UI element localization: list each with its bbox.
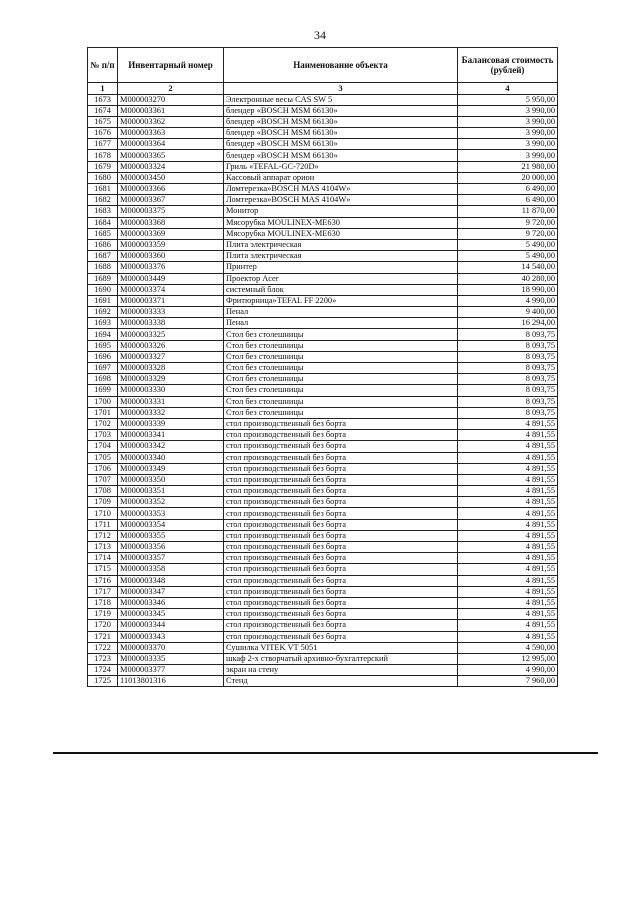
book-value-cell: 8 093,75 <box>458 374 558 385</box>
row-number-cell: 1717 <box>88 586 118 597</box>
book-value-cell: 8 093,75 <box>458 407 558 418</box>
book-value-cell: 5 950,00 <box>458 94 558 105</box>
table-row <box>88 217 558 228</box>
inventory-number-cell: M000003341 <box>118 430 224 441</box>
table-row <box>88 139 558 150</box>
table-row <box>88 441 558 452</box>
book-value-cell: 4 891,55 <box>458 575 558 586</box>
book-value-cell: 8 093,75 <box>458 363 558 374</box>
table-row <box>88 665 558 676</box>
table-row <box>88 206 558 217</box>
book-value-cell: 4 891,55 <box>458 519 558 530</box>
inventory-number-cell: M000003449 <box>118 273 224 284</box>
inventory-number-cell: M000003360 <box>118 251 224 262</box>
row-number-cell: 1720 <box>88 620 118 631</box>
book-value-cell: 20 000,00 <box>458 172 558 183</box>
book-value-cell: 4 891,55 <box>458 497 558 508</box>
table-row <box>88 284 558 295</box>
inventory-number-cell: M000003344 <box>118 620 224 631</box>
row-number-cell: 1692 <box>88 307 118 318</box>
inventory-number-cell: M000003349 <box>118 463 224 474</box>
inventory-number-cell: M000003366 <box>118 184 224 195</box>
row-number-cell: 1682 <box>88 195 118 206</box>
row-number-cell: 1685 <box>88 228 118 239</box>
object-name-cell: Пенал <box>224 318 458 329</box>
footer-divider <box>53 752 598 754</box>
inventory-number-cell: M000003354 <box>118 519 224 530</box>
inventory-number-cell: M000003362 <box>118 116 224 127</box>
book-value-cell: 18 990,00 <box>458 284 558 295</box>
book-value-cell: 8 093,75 <box>458 351 558 362</box>
row-number-cell: 1716 <box>88 575 118 586</box>
book-value-cell: 4 891,55 <box>458 508 558 519</box>
object-name-cell: Мясорубка MOULINEX-ME630 <box>224 228 458 239</box>
book-value-cell: 4 891,55 <box>458 441 558 452</box>
book-value-cell: 9 720,00 <box>458 228 558 239</box>
row-number-cell: 1681 <box>88 184 118 195</box>
row-number-cell: 1710 <box>88 508 118 519</box>
object-name-cell: стол производственный без борта <box>224 553 458 564</box>
row-number-cell: 1705 <box>88 452 118 463</box>
row-number-cell: 1684 <box>88 217 118 228</box>
inventory-number-cell: M000003327 <box>118 351 224 362</box>
book-value-cell: 11 870,00 <box>458 206 558 217</box>
object-name-cell: стол производственный без борта <box>224 519 458 530</box>
row-number-cell: 1673 <box>88 94 118 105</box>
inventory-number-cell: M000003370 <box>118 642 224 653</box>
inventory-number-cell: 11013801316 <box>118 676 224 687</box>
book-value-cell: 4 891,55 <box>458 430 558 441</box>
table-row <box>88 564 558 575</box>
header-object-name: Наименование объекта <box>224 48 458 83</box>
row-number-cell: 1677 <box>88 139 118 150</box>
object-name-cell: блендер «BOSCH MSM 66130» <box>224 150 458 161</box>
table-row <box>88 530 558 541</box>
row-number-cell: 1703 <box>88 430 118 441</box>
row-number-cell: 1697 <box>88 363 118 374</box>
row-number-cell: 1721 <box>88 631 118 642</box>
table-row <box>88 228 558 239</box>
inventory-number-cell: M000003355 <box>118 530 224 541</box>
book-value-cell: 6 490,00 <box>458 195 558 206</box>
object-name-cell: Кассовый аппарат орион <box>224 172 458 183</box>
object-name-cell: стол производственный без борта <box>224 542 458 553</box>
book-value-cell: 4 891,55 <box>458 542 558 553</box>
book-value-cell: 21 980,00 <box>458 161 558 172</box>
column-index: 1 <box>88 83 118 95</box>
inventory-number-cell: M000003357 <box>118 553 224 564</box>
object-name-cell: экран на стену <box>224 665 458 676</box>
table-row <box>88 519 558 530</box>
row-number-cell: 1713 <box>88 542 118 553</box>
inventory-number-cell: M000003324 <box>118 161 224 172</box>
object-name-cell: Стол без столешницы <box>224 351 458 362</box>
table-row <box>88 597 558 608</box>
table-row <box>88 542 558 553</box>
table-row <box>88 452 558 463</box>
book-value-cell: 4 891,55 <box>458 564 558 575</box>
inventory-number-cell: M000003350 <box>118 474 224 485</box>
book-value-cell: 8 093,75 <box>458 396 558 407</box>
row-number-cell: 1690 <box>88 284 118 295</box>
table-row <box>88 116 558 127</box>
row-number-cell: 1718 <box>88 597 118 608</box>
table-row <box>88 430 558 441</box>
object-name-cell: Стол без столешницы <box>224 396 458 407</box>
table-row <box>88 609 558 620</box>
book-value-cell: 8 093,75 <box>458 329 558 340</box>
row-number-cell: 1696 <box>88 351 118 362</box>
object-name-cell: стол производственный без борта <box>224 631 458 642</box>
book-value-cell: 4 891,55 <box>458 452 558 463</box>
object-name-cell: Стенд <box>224 676 458 687</box>
object-name-cell: Мясорубка MOULINEX-ME630 <box>224 217 458 228</box>
table-row <box>88 184 558 195</box>
table-body <box>88 94 558 687</box>
table-row <box>88 351 558 362</box>
inventory-number-cell: M000003325 <box>118 329 224 340</box>
book-value-cell: 4 990,00 <box>458 665 558 676</box>
book-value-cell: 3 990,00 <box>458 105 558 116</box>
object-name-cell: Стол без столешницы <box>224 385 458 396</box>
column-index: 2 <box>118 83 224 95</box>
row-number-cell: 1700 <box>88 396 118 407</box>
object-name-cell: стол производственный без борта <box>224 508 458 519</box>
table-row <box>88 586 558 597</box>
inventory-number-cell: M000003330 <box>118 385 224 396</box>
table-row <box>88 676 558 687</box>
object-name-cell: стол производственный без борта <box>224 564 458 575</box>
table-row <box>88 161 558 172</box>
object-name-cell: стол производственный без борта <box>224 418 458 429</box>
row-number-cell: 1707 <box>88 474 118 485</box>
row-number-cell: 1715 <box>88 564 118 575</box>
table-row <box>88 642 558 653</box>
table-row <box>88 486 558 497</box>
book-value-cell: 3 990,00 <box>458 150 558 161</box>
row-number-cell: 1699 <box>88 385 118 396</box>
row-number-cell: 1675 <box>88 116 118 127</box>
column-index: 4 <box>458 83 558 95</box>
book-value-cell: 9 720,00 <box>458 217 558 228</box>
table-row <box>88 385 558 396</box>
book-value-cell: 6 490,00 <box>458 184 558 195</box>
inventory-number-cell: M000003333 <box>118 307 224 318</box>
inventory-number-cell: M000003352 <box>118 497 224 508</box>
inventory-number-cell: M000003371 <box>118 295 224 306</box>
book-value-cell: 5 490,00 <box>458 251 558 262</box>
table-row <box>88 105 558 116</box>
object-name-cell: стол производственный без борта <box>224 486 458 497</box>
row-number-cell: 1694 <box>88 329 118 340</box>
book-value-cell: 4 990,00 <box>458 295 558 306</box>
table-row <box>88 195 558 206</box>
inventory-number-cell: M000003361 <box>118 105 224 116</box>
object-name-cell: Стол без столешницы <box>224 363 458 374</box>
object-name-cell: Сушилка VITEK VT 5051 <box>224 642 458 653</box>
book-value-cell: 8 093,75 <box>458 340 558 351</box>
book-value-cell: 4 891,55 <box>458 586 558 597</box>
inventory-number-cell: M000003450 <box>118 172 224 183</box>
book-value-cell: 3 990,00 <box>458 116 558 127</box>
header-inventory-number: Инвентарный номер <box>118 48 224 83</box>
object-name-cell: стол производственный без борта <box>224 530 458 541</box>
object-name-cell: системный блок <box>224 284 458 295</box>
object-name-cell: стол производственный без борта <box>224 441 458 452</box>
inventory-number-cell: M000003365 <box>118 150 224 161</box>
book-value-cell: 4 891,55 <box>458 553 558 564</box>
row-number-cell: 1722 <box>88 642 118 653</box>
inventory-number-cell: M000003351 <box>118 486 224 497</box>
inventory-number-cell: M000003340 <box>118 452 224 463</box>
row-number-cell: 1676 <box>88 128 118 139</box>
object-name-cell: блендер «BOSCH MSM 66130» <box>224 116 458 127</box>
table-row <box>88 396 558 407</box>
object-name-cell: стол производственный без борта <box>224 586 458 597</box>
table-row <box>88 273 558 284</box>
row-number-cell: 1674 <box>88 105 118 116</box>
row-number-cell: 1723 <box>88 653 118 664</box>
column-index: 3 <box>224 83 458 95</box>
table-row <box>88 407 558 418</box>
row-number-cell: 1712 <box>88 530 118 541</box>
inventory-number-cell: M000003376 <box>118 262 224 273</box>
book-value-cell: 4 891,55 <box>458 631 558 642</box>
object-name-cell: Ломтерезка»BOSCH MAS 4104W» <box>224 184 458 195</box>
inventory-number-cell: M000003368 <box>118 217 224 228</box>
table-row <box>88 295 558 306</box>
object-name-cell: Проектор Acer <box>224 273 458 284</box>
row-number-cell: 1693 <box>88 318 118 329</box>
object-name-cell: Стол без столешницы <box>224 407 458 418</box>
object-name-cell: блендер «BOSCH MSM 66130» <box>224 139 458 150</box>
table-row <box>88 553 558 564</box>
inventory-number-cell: M000003345 <box>118 609 224 620</box>
inventory-number-cell: M000003339 <box>118 418 224 429</box>
table-row <box>88 374 558 385</box>
object-name-cell: Стол без столешницы <box>224 340 458 351</box>
table-row <box>88 418 558 429</box>
inventory-number-cell: M000003358 <box>118 564 224 575</box>
inventory-number-cell: M000003329 <box>118 374 224 385</box>
row-number-cell: 1679 <box>88 161 118 172</box>
row-number-cell: 1691 <box>88 295 118 306</box>
inventory-number-cell: M000003374 <box>118 284 224 295</box>
inventory-number-cell: M000003348 <box>118 575 224 586</box>
object-name-cell: стол производственный без борта <box>224 609 458 620</box>
inventory-number-cell: M000003359 <box>118 239 224 250</box>
object-name-cell: стол производственный без борта <box>224 452 458 463</box>
book-value-cell: 4 891,55 <box>458 609 558 620</box>
object-name-cell: стол производственный без борта <box>224 597 458 608</box>
row-number-cell: 1704 <box>88 441 118 452</box>
book-value-cell: 4 891,55 <box>458 486 558 497</box>
row-number-cell: 1695 <box>88 340 118 351</box>
header-number: № п/п <box>88 48 118 83</box>
book-value-cell: 4 891,55 <box>458 463 558 474</box>
row-number-cell: 1678 <box>88 150 118 161</box>
book-value-cell: 7 960,00 <box>458 676 558 687</box>
inventory-number-cell: M000003363 <box>118 128 224 139</box>
table-row <box>88 653 558 664</box>
book-value-cell: 3 990,00 <box>458 128 558 139</box>
object-name-cell: стол производственный без борта <box>224 430 458 441</box>
book-value-cell: 16 294,00 <box>458 318 558 329</box>
inventory-number-cell: M000003270 <box>118 94 224 105</box>
object-name-cell: стол производственный без борта <box>224 620 458 631</box>
table-row <box>88 508 558 519</box>
table-row <box>88 262 558 273</box>
table-row <box>88 128 558 139</box>
row-number-cell: 1689 <box>88 273 118 284</box>
inventory-number-cell: M000003356 <box>118 542 224 553</box>
book-value-cell: 8 093,75 <box>458 385 558 396</box>
inventory-number-cell: M000003338 <box>118 318 224 329</box>
inventory-number-cell: M000003367 <box>118 195 224 206</box>
row-number-cell: 1701 <box>88 407 118 418</box>
table-row <box>88 631 558 642</box>
table-row <box>88 251 558 262</box>
object-name-cell: Плита электрическая <box>224 251 458 262</box>
object-name-cell: Принтер <box>224 262 458 273</box>
table-row <box>88 150 558 161</box>
row-number-cell: 1698 <box>88 374 118 385</box>
object-name-cell: стол производственный без борта <box>224 463 458 474</box>
object-name-cell: Плита электрическая <box>224 239 458 250</box>
book-value-cell: 14 540,00 <box>458 262 558 273</box>
row-number-cell: 1719 <box>88 609 118 620</box>
inventory-number-cell: M000003369 <box>118 228 224 239</box>
object-name-cell: блендер «BOSCH MSM 66130» <box>224 105 458 116</box>
inventory-number-cell: M000003326 <box>118 340 224 351</box>
book-value-cell: 4 891,55 <box>458 597 558 608</box>
row-number-cell: 1706 <box>88 463 118 474</box>
inventory-table <box>87 47 558 687</box>
object-name-cell: Фритюрница»TEFAL FF 2200» <box>224 295 458 306</box>
inventory-number-cell: M000003377 <box>118 665 224 676</box>
book-value-cell: 3 990,00 <box>458 139 558 150</box>
inventory-number-cell: M000003364 <box>118 139 224 150</box>
row-number-cell: 1680 <box>88 172 118 183</box>
table-row <box>88 497 558 508</box>
object-name-cell: стол производственный без борта <box>224 497 458 508</box>
object-name-cell: Стол без столешницы <box>224 374 458 385</box>
book-value-cell: 4 891,55 <box>458 620 558 631</box>
inventory-number-cell: M000003332 <box>118 407 224 418</box>
row-number-cell: 1725 <box>88 676 118 687</box>
table-row <box>88 620 558 631</box>
inventory-number-cell: M000003347 <box>118 586 224 597</box>
object-name-cell: Гриль «TEFAL-GC-720D» <box>224 161 458 172</box>
inventory-number-cell: M000003346 <box>118 597 224 608</box>
page-number: 34 <box>314 28 326 42</box>
column-index-row <box>88 83 558 95</box>
table-row <box>88 329 558 340</box>
row-number-cell: 1683 <box>88 206 118 217</box>
object-name-cell: стол производственный без борта <box>224 474 458 485</box>
table-row <box>88 363 558 374</box>
table-row <box>88 307 558 318</box>
row-number-cell: 1709 <box>88 497 118 508</box>
book-value-cell: 4 590,00 <box>458 642 558 653</box>
row-number-cell: 1686 <box>88 239 118 250</box>
row-number-cell: 1711 <box>88 519 118 530</box>
table-row <box>88 474 558 485</box>
book-value-cell: 9 400,00 <box>458 307 558 318</box>
book-value-cell: 5 490,00 <box>458 239 558 250</box>
object-name-cell: Ломтерезка»BOSCH MAS 4104W» <box>224 195 458 206</box>
inventory-number-cell: M000003343 <box>118 631 224 642</box>
table-row <box>88 318 558 329</box>
object-name-cell: Стол без столешницы <box>224 329 458 340</box>
book-value-cell: 4 891,55 <box>458 530 558 541</box>
object-name-cell: Пенал <box>224 307 458 318</box>
table-row <box>88 94 558 105</box>
object-name-cell: стол производственный без борта <box>224 575 458 586</box>
row-number-cell: 1688 <box>88 262 118 273</box>
object-name-cell: Электронные весы CAS SW 5 <box>224 94 458 105</box>
book-value-cell: 12 995,00 <box>458 653 558 664</box>
table-row <box>88 172 558 183</box>
table-row <box>88 575 558 586</box>
inventory-number-cell: M000003353 <box>118 508 224 519</box>
book-value-cell: 4 891,55 <box>458 474 558 485</box>
object-name-cell: Монитор <box>224 206 458 217</box>
row-number-cell: 1708 <box>88 486 118 497</box>
row-number-cell: 1714 <box>88 553 118 564</box>
inventory-number-cell: M000003331 <box>118 396 224 407</box>
object-name-cell: шкаф 2-х створчатый архивно-бухгалтерский <box>224 653 458 664</box>
row-number-cell: 1724 <box>88 665 118 676</box>
book-value-cell: 4 891,55 <box>458 418 558 429</box>
inventory-number-cell: M000003342 <box>118 441 224 452</box>
inventory-number-cell: M000003335 <box>118 653 224 664</box>
inventory-number-cell: M000003328 <box>118 363 224 374</box>
table-row <box>88 463 558 474</box>
table-row <box>88 239 558 250</box>
table-header-row <box>88 48 558 83</box>
inventory-number-cell: M000003375 <box>118 206 224 217</box>
object-name-cell: блендер «BOSCH MSM 66130» <box>224 128 458 139</box>
row-number-cell: 1702 <box>88 418 118 429</box>
book-value-cell: 40 280,00 <box>458 273 558 284</box>
row-number-cell: 1687 <box>88 251 118 262</box>
header-book-value: Балансовая стоимость (рублей) <box>458 48 558 83</box>
table-row <box>88 340 558 351</box>
